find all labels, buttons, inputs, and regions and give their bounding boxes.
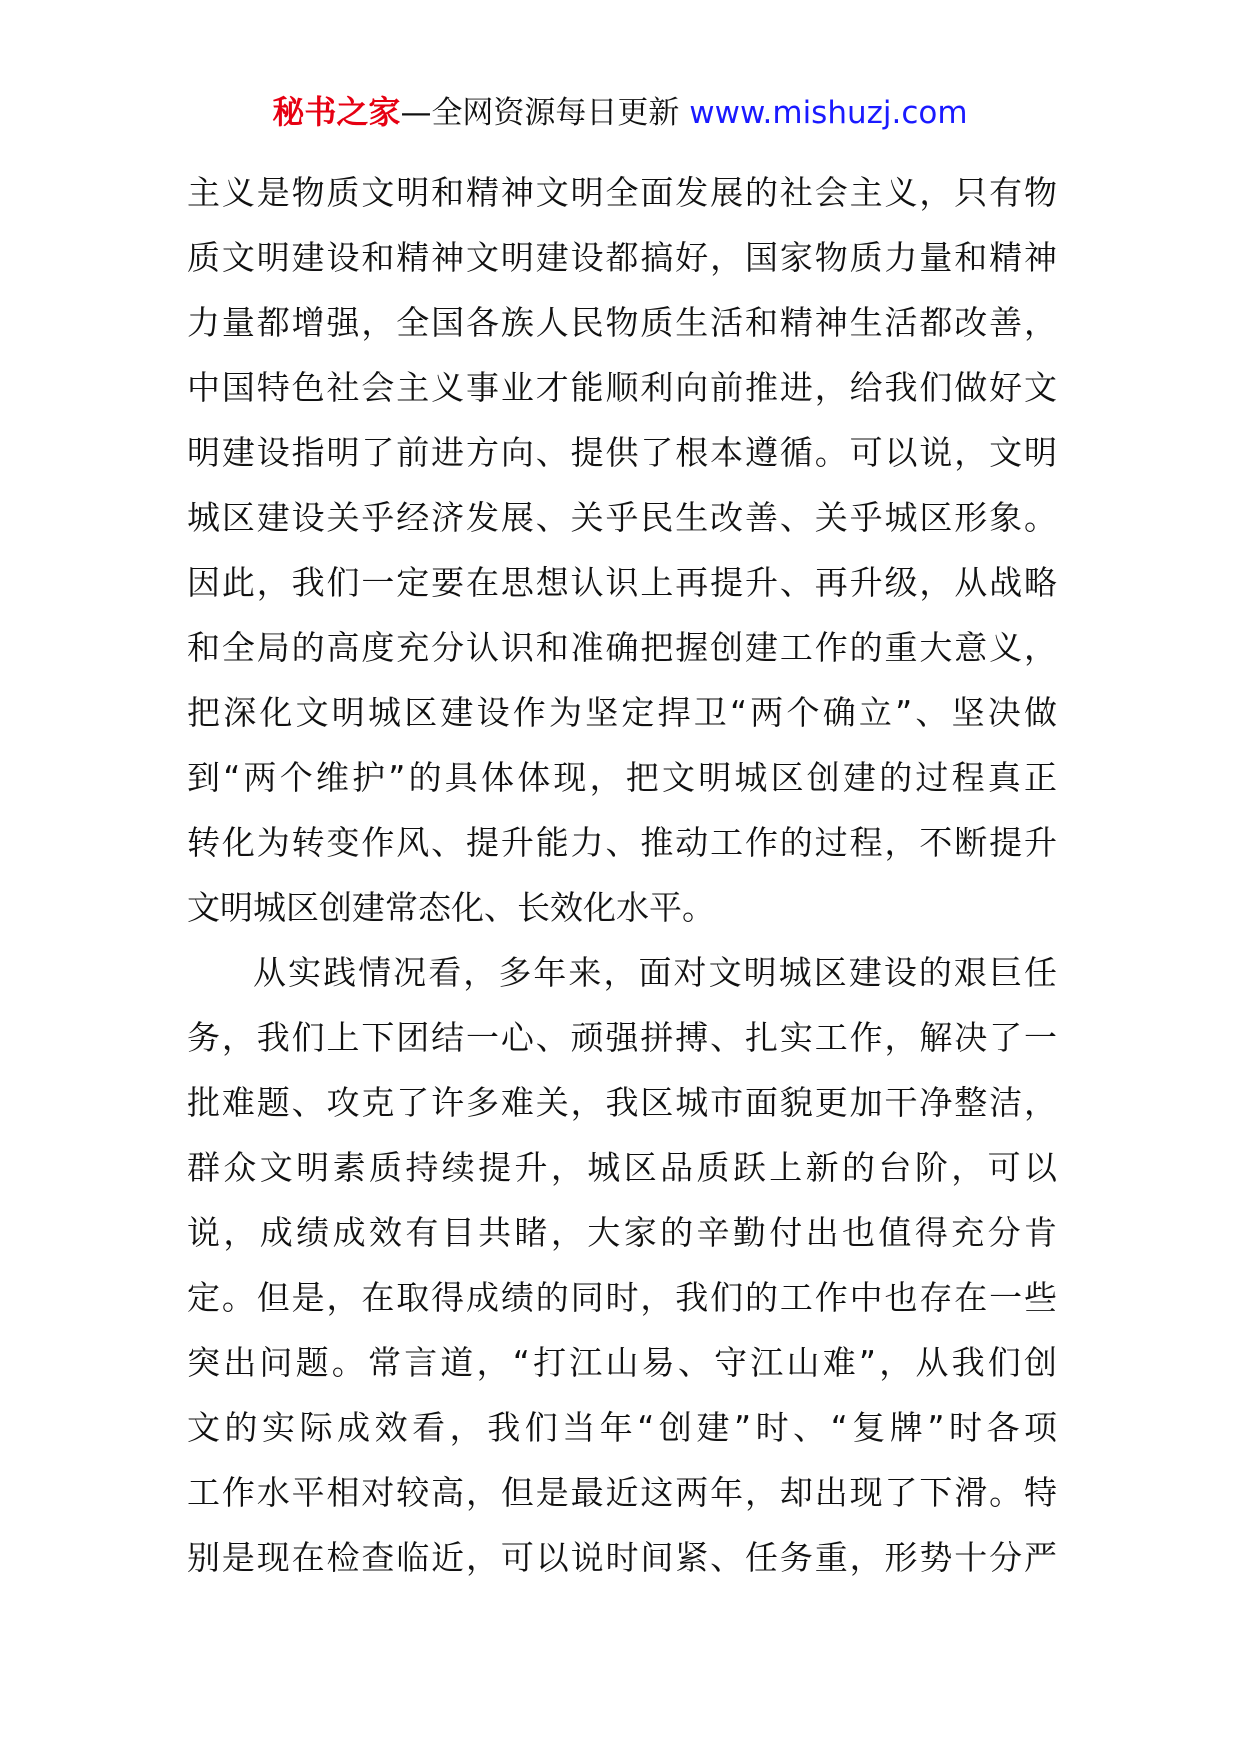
text-line: 和全局的高度充分认识和准确把握创建工作的重大意义，	[187, 628, 1057, 667]
text-line: 转化为转变作风、提升能力、推动工作的过程，不断提升	[187, 823, 1057, 862]
text-line: 突出问题。常言道，“打江山易、守江山难”，从我们创	[187, 1343, 1057, 1382]
text-line: 说，成绩成效有目共睹，大家的辛勤付出也值得充分肯	[187, 1213, 1057, 1252]
text-line: 到“两个维护”的具体体现，把文明城区创建的过程真正	[187, 758, 1057, 797]
text-line: 中国特色社会主义事业才能顺利向前推进，给我们做好文	[187, 368, 1057, 407]
paragraph-end-line: 文明城区创建常态化、长效化水平。	[187, 888, 715, 927]
text-line: 群众文明素质持续提升，城区品质跃上新的台阶，可以	[187, 1148, 1057, 1187]
text-line: 主义是物质文明和精神文明全面发展的社会主义，只有物	[187, 173, 1057, 212]
text-line: 务，我们上下团结一心、顽强拼搏、扎实工作，解决了一	[187, 1018, 1057, 1057]
text-line: 定。但是，在取得成绩的同时，我们的工作中也存在一些	[187, 1278, 1057, 1317]
header-slogan: —全网资源每日更新	[400, 95, 690, 131]
page-header	[0, 92, 1240, 133]
text-line: 城区建设关乎经济发展、关乎民生改善、关乎城区形象。	[187, 498, 1057, 537]
text-line: 力量都增强，全国各族人民物质生活和精神生活都改善，	[187, 303, 1057, 342]
site-url[interactable]: www.mishuzj.com	[689, 95, 968, 131]
document-body	[187, 160, 1057, 1590]
text-line: 明建设指明了前进方向、提供了根本遵循。可以说，文明	[187, 433, 1057, 472]
text-line: 批难题、攻克了许多难关，我区城市面貌更加干净整洁，	[187, 1083, 1057, 1122]
brand-name: 秘书之家	[272, 93, 401, 131]
text-line: 别是现在检查临近，可以说时间紧、任务重，形势十分严	[187, 1538, 1057, 1577]
text-line: 工作水平相对较高，但是最近这两年，却出现了下滑。特	[187, 1473, 1057, 1512]
text-line: 因此，我们一定要在思想认识上再提升、再升级，从战略	[187, 563, 1057, 602]
paragraph-first-line: 从实践情况看，多年来，面对文明城区建设的艰巨任	[253, 953, 1057, 992]
text-line: 质文明建设和精神文明建设都搞好，国家物质力量和精神	[187, 238, 1057, 277]
text-line: 文的实际成效看，我们当年“创建”时、“复牌”时各项	[187, 1408, 1057, 1447]
text-line: 把深化文明城区建设作为坚定捍卫“两个确立”、坚决做	[187, 693, 1057, 732]
